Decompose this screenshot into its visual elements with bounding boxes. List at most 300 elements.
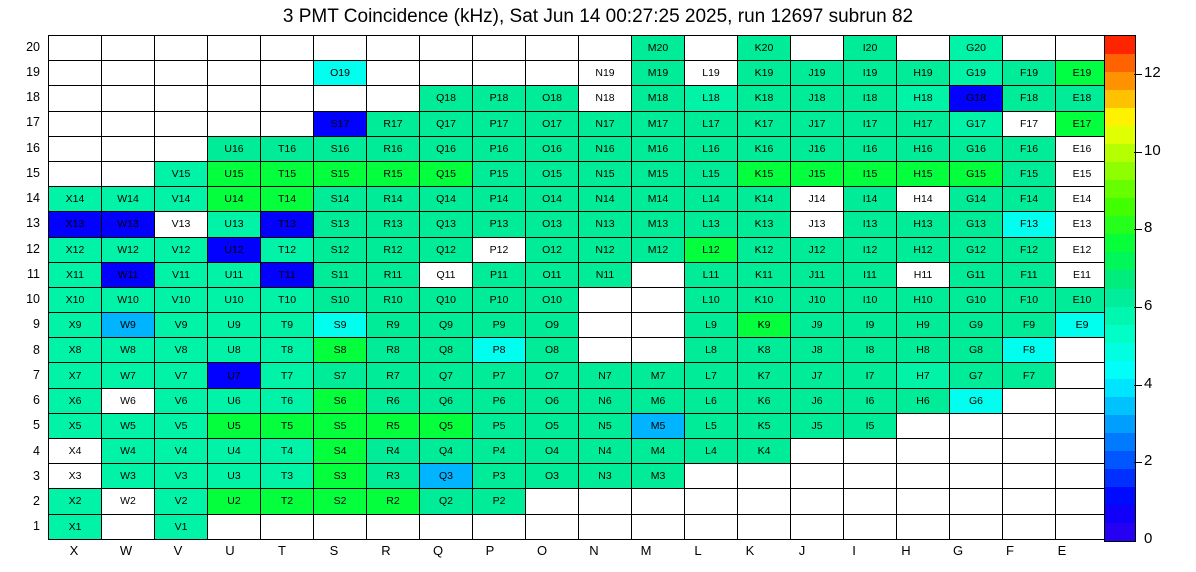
heatmap-cell: E13: [1056, 212, 1109, 237]
heatmap-cell: M13: [632, 212, 685, 237]
heatmap-cell: W3: [102, 464, 155, 489]
heatmap-cell-empty: [102, 36, 155, 61]
colorbar: [1104, 35, 1136, 542]
heatmap-cell: P10: [473, 287, 526, 312]
heatmap-cell: T3: [261, 464, 314, 489]
heatmap-cell: L11: [685, 262, 738, 287]
heatmap-cell: I20: [844, 36, 897, 61]
heatmap-cell: H10: [897, 287, 950, 312]
colorbar-tick-mark: [1134, 462, 1142, 463]
heatmap-cell: T12: [261, 237, 314, 262]
x-axis-tick-labels: [48, 543, 1088, 563]
heatmap-cell: F12: [1003, 237, 1056, 262]
x-tick-label: H: [901, 543, 911, 558]
heatmap-cell: M19: [632, 61, 685, 86]
heatmap-cell: I14: [844, 187, 897, 212]
heatmap-cell-empty: [102, 86, 155, 111]
heatmap-cell: J11: [791, 262, 844, 287]
heatmap-cell-empty: [1056, 338, 1109, 363]
heatmap-cell: I16: [844, 136, 897, 161]
heatmap-cell: Q5: [420, 413, 473, 438]
heatmap-cell: O19: [314, 61, 367, 86]
heatmap-cell: R13: [367, 212, 420, 237]
x-tick-label: F: [1006, 543, 1014, 558]
heatmap-cell: M6: [632, 388, 685, 413]
heatmap-cell: G20: [950, 36, 1003, 61]
y-tick-label: 4: [33, 443, 40, 458]
heatmap-cell: Q3: [420, 464, 473, 489]
heatmap-cell: G10: [950, 287, 1003, 312]
heatmap-cell: T6: [261, 388, 314, 413]
colorbar-band: [1105, 397, 1135, 415]
heatmap-row: [49, 363, 1109, 388]
heatmap-cell-empty: [49, 136, 102, 161]
heatmap-cell: X10: [49, 287, 102, 312]
heatmap-cell: R16: [367, 136, 420, 161]
heatmap-cell: T16: [261, 136, 314, 161]
heatmap-cell: R17: [367, 111, 420, 136]
heatmap-cell: V14: [155, 187, 208, 212]
heatmap-cell: F15: [1003, 161, 1056, 186]
heatmap-cell-empty: [950, 413, 1003, 438]
heatmap-cell: O13: [526, 212, 579, 237]
heatmap-cell: R7: [367, 363, 420, 388]
heatmap-cell: U5: [208, 413, 261, 438]
heatmap-cell: O5: [526, 413, 579, 438]
heatmap-cell-empty: [579, 287, 632, 312]
colorbar-band: [1105, 505, 1135, 523]
heatmap-cell: Q7: [420, 363, 473, 388]
heatmap-cell: N11: [579, 262, 632, 287]
heatmap-cell-empty: [261, 111, 314, 136]
x-tick-label: J: [798, 543, 806, 558]
x-tick-label: T: [278, 543, 286, 558]
heatmap-cell: L7: [685, 363, 738, 388]
heatmap-cell: K8: [738, 338, 791, 363]
colorbar-band: [1105, 325, 1135, 343]
heatmap-cell-empty: [367, 86, 420, 111]
heatmap-cell: S13: [314, 212, 367, 237]
heatmap-cell: O12: [526, 237, 579, 262]
y-tick-label: 19: [26, 64, 40, 79]
heatmap-cell: J19: [791, 61, 844, 86]
heatmap-cell: W5: [102, 413, 155, 438]
heatmap-cell: H16: [897, 136, 950, 161]
colorbar-tick-mark: [1134, 307, 1142, 308]
heatmap-cell: O6: [526, 388, 579, 413]
heatmap-cell: Q10: [420, 287, 473, 312]
heatmap-cell-empty: [1056, 363, 1109, 388]
heatmap-cell-empty: [208, 514, 261, 539]
heatmap-cell-empty: [1003, 439, 1056, 464]
heatmap-cell: R2: [367, 489, 420, 514]
heatmap-cell: I6: [844, 388, 897, 413]
heatmap-cell: S2: [314, 489, 367, 514]
heatmap-cell-empty: [314, 86, 367, 111]
heatmap-cell: M3: [632, 464, 685, 489]
heatmap-cell: N12: [579, 237, 632, 262]
colorbar-band: [1105, 433, 1135, 451]
heatmap-cell: V8: [155, 338, 208, 363]
colorbar-band: [1105, 469, 1135, 487]
heatmap-row: [49, 86, 1109, 111]
heatmap-cell: O3: [526, 464, 579, 489]
heatmap-cell-empty: [632, 313, 685, 338]
heatmap-cell: U14: [208, 187, 261, 212]
heatmap-cell: M15: [632, 161, 685, 186]
y-tick-label: 2: [33, 494, 40, 509]
heatmap-cell: T2: [261, 489, 314, 514]
heatmap-cell: L6: [685, 388, 738, 413]
heatmap-cell: F10: [1003, 287, 1056, 312]
heatmap-cell: V6: [155, 388, 208, 413]
x-tick-label: R: [381, 543, 391, 558]
heatmap-cell: Q16: [420, 136, 473, 161]
heatmap-cell: H17: [897, 111, 950, 136]
heatmap-cell: W9: [102, 313, 155, 338]
heatmap-cell: P16: [473, 136, 526, 161]
heatmap-cell: Q18: [420, 86, 473, 111]
heatmap-cell: M18: [632, 86, 685, 111]
heatmap-row: [49, 464, 1109, 489]
heatmap-cell-empty: [155, 111, 208, 136]
heatmap-cell: Q14: [420, 187, 473, 212]
colorbar-band: [1105, 379, 1135, 397]
heatmap-cell: X7: [49, 363, 102, 388]
heatmap-cell: I10: [844, 287, 897, 312]
heatmap-cell: M7: [632, 363, 685, 388]
heatmap-cell-empty: [950, 464, 1003, 489]
heatmap-cell: F13: [1003, 212, 1056, 237]
heatmap-cell: V5: [155, 413, 208, 438]
heatmap-cell: Q17: [420, 111, 473, 136]
heatmap-cell-empty: [1003, 489, 1056, 514]
heatmap-cell: O18: [526, 86, 579, 111]
colorbar-tick-label: 0: [1144, 530, 1153, 547]
heatmap-cell: N18: [579, 86, 632, 111]
heatmap-cell-empty: [1003, 464, 1056, 489]
heatmap-cell: L18: [685, 86, 738, 111]
heatmap-cell: X11: [49, 262, 102, 287]
heatmap-cell: V10: [155, 287, 208, 312]
heatmap-cell: S17: [314, 111, 367, 136]
heatmap-cell: M17: [632, 111, 685, 136]
heatmap-cell-empty: [950, 489, 1003, 514]
heatmap-cell: R10: [367, 287, 420, 312]
heatmap-cell: V3: [155, 464, 208, 489]
heatmap-cell: J13: [791, 212, 844, 237]
colorbar-tick-label: 10: [1144, 141, 1161, 159]
heatmap-cell: N17: [579, 111, 632, 136]
heatmap-row: [49, 161, 1109, 186]
heatmap-cell: F11: [1003, 262, 1056, 287]
heatmap-cell-empty: [526, 514, 579, 539]
heatmap-cell: U16: [208, 136, 261, 161]
heatmap-cell-empty: [632, 338, 685, 363]
heatmap-cell: S15: [314, 161, 367, 186]
heatmap-cell: H8: [897, 338, 950, 363]
heatmap-cell-empty: [208, 111, 261, 136]
heatmap-cell: K12: [738, 237, 791, 262]
heatmap-cell-empty: [844, 514, 897, 539]
heatmap-cell: R9: [367, 313, 420, 338]
heatmap-cell: H9: [897, 313, 950, 338]
heatmap-cell: H13: [897, 212, 950, 237]
heatmap-cell: W2: [102, 489, 155, 514]
heatmap-row: [49, 237, 1109, 262]
heatmap-cell: I18: [844, 86, 897, 111]
heatmap-cell-empty: [579, 338, 632, 363]
heatmap-cell: E10: [1056, 287, 1109, 312]
heatmap-cell-empty: [579, 313, 632, 338]
heatmap-cell: P8: [473, 338, 526, 363]
heatmap-cell-empty: [738, 464, 791, 489]
x-tick-label: I: [852, 543, 856, 558]
heatmap-cell: V11: [155, 262, 208, 287]
heatmap-cell: M16: [632, 136, 685, 161]
heatmap-cell: R5: [367, 413, 420, 438]
heatmap-cell-empty: [367, 36, 420, 61]
heatmap-cell: K10: [738, 287, 791, 312]
heatmap-grid: [48, 35, 1092, 540]
heatmap-cell: F8: [1003, 338, 1056, 363]
heatmap-cell: H18: [897, 86, 950, 111]
heatmap-cell: W11: [102, 262, 155, 287]
heatmap-cell: W6: [102, 388, 155, 413]
colorbar-tick-mark: [1134, 152, 1142, 153]
heatmap-cell-empty: [155, 61, 208, 86]
heatmap-cell: Q9: [420, 313, 473, 338]
heatmap-cell: G9: [950, 313, 1003, 338]
heatmap-cell: O16: [526, 136, 579, 161]
heatmap-cell: U4: [208, 439, 261, 464]
heatmap-cell: X1: [49, 514, 102, 539]
heatmap-cell: W13: [102, 212, 155, 237]
heatmap-cell: U13: [208, 212, 261, 237]
heatmap-cell: L16: [685, 136, 738, 161]
heatmap-cell: R14: [367, 187, 420, 212]
heatmap-cell-empty: [1056, 464, 1109, 489]
x-tick-label: U: [225, 543, 235, 558]
heatmap-cell: P9: [473, 313, 526, 338]
heatmap-cell: U9: [208, 313, 261, 338]
heatmap-cell: I19: [844, 61, 897, 86]
y-tick-label: 17: [26, 115, 40, 130]
heatmap-cell: L8: [685, 338, 738, 363]
heatmap-cell: K17: [738, 111, 791, 136]
colorbar-band: [1105, 180, 1135, 198]
heatmap-row: [49, 212, 1109, 237]
heatmap-cell-empty: [473, 36, 526, 61]
heatmap-cell: X13: [49, 212, 102, 237]
heatmap-cell: N7: [579, 363, 632, 388]
heatmap-cell: S4: [314, 439, 367, 464]
heatmap-cell-empty: [738, 489, 791, 514]
heatmap-cell: E9: [1056, 313, 1109, 338]
heatmap-cell-empty: [420, 61, 473, 86]
heatmap-cell: X6: [49, 388, 102, 413]
heatmap-cell: I17: [844, 111, 897, 136]
heatmap-cell-empty: [685, 464, 738, 489]
heatmap-cell: F16: [1003, 136, 1056, 161]
heatmap-row: [49, 514, 1109, 539]
heatmap-cell: T10: [261, 287, 314, 312]
heatmap-cell: Q15: [420, 161, 473, 186]
heatmap-cell: U15: [208, 161, 261, 186]
heatmap-cell: G8: [950, 338, 1003, 363]
heatmap-cell: I9: [844, 313, 897, 338]
heatmap-cell-empty: [950, 439, 1003, 464]
heatmap-cell: N15: [579, 161, 632, 186]
colorbar-band: [1105, 36, 1135, 54]
heatmap-cell: H11: [897, 262, 950, 287]
heatmap-cell: H15: [897, 161, 950, 186]
heatmap-cell: X2: [49, 489, 102, 514]
heatmap-cell-empty: [420, 36, 473, 61]
heatmap-cell: X8: [49, 338, 102, 363]
heatmap-cell-empty: [897, 439, 950, 464]
heatmap-cell-empty: [950, 514, 1003, 539]
colorbar-tick-labels: [1134, 35, 1194, 547]
heatmap-cell: P13: [473, 212, 526, 237]
heatmap-cell: O4: [526, 439, 579, 464]
heatmap-cell-empty: [102, 161, 155, 186]
x-tick-label: V: [173, 543, 183, 558]
heatmap-cell: S8: [314, 338, 367, 363]
heatmap-cell-empty: [844, 439, 897, 464]
heatmap-cell-empty: [1003, 36, 1056, 61]
heatmap-cell: X5: [49, 413, 102, 438]
colorbar-tick-mark: [1134, 229, 1142, 230]
heatmap-cell-empty: [102, 514, 155, 539]
heatmap-cell-empty: [1003, 388, 1056, 413]
heatmap-cell: X14: [49, 187, 102, 212]
heatmap-row: [49, 111, 1109, 136]
heatmap-cell: P6: [473, 388, 526, 413]
heatmap-cell: J6: [791, 388, 844, 413]
y-tick-label: 3: [33, 468, 40, 483]
heatmap-cell: V12: [155, 237, 208, 262]
heatmap-cell-empty: [844, 489, 897, 514]
heatmap-cell: Q13: [420, 212, 473, 237]
heatmap-cell-empty: [367, 61, 420, 86]
x-tick-label: M: [640, 543, 652, 558]
y-tick-label: 7: [33, 367, 40, 382]
x-tick-label: W: [119, 543, 133, 558]
heatmap-cell-empty: [208, 36, 261, 61]
heatmap-cell: O7: [526, 363, 579, 388]
heatmap-cell: P14: [473, 187, 526, 212]
heatmap-cell: E18: [1056, 86, 1109, 111]
heatmap-cell: K18: [738, 86, 791, 111]
heatmap-cell: K16: [738, 136, 791, 161]
heatmap-cell: O15: [526, 161, 579, 186]
heatmap-cell: V2: [155, 489, 208, 514]
heatmap-cell: J10: [791, 287, 844, 312]
y-axis-tick-labels: [0, 35, 44, 540]
heatmap-cell: G15: [950, 161, 1003, 186]
heatmap-cell-empty: [49, 86, 102, 111]
heatmap-cell: O9: [526, 313, 579, 338]
heatmap-cell: P15: [473, 161, 526, 186]
heatmap-cell-empty: [791, 489, 844, 514]
heatmap-cell: I8: [844, 338, 897, 363]
heatmap-cell: E19: [1056, 61, 1109, 86]
colorbar-band: [1105, 451, 1135, 469]
heatmap-cell: T11: [261, 262, 314, 287]
heatmap-cell: O10: [526, 287, 579, 312]
heatmap-cell: M12: [632, 237, 685, 262]
heatmap-cell-empty: [1003, 413, 1056, 438]
heatmap-cell-empty: [102, 61, 155, 86]
heatmap-cell: G14: [950, 187, 1003, 212]
heatmap-cell: H19: [897, 61, 950, 86]
heatmap-cell: M4: [632, 439, 685, 464]
y-tick-label: 14: [26, 191, 40, 206]
colorbar-band: [1105, 361, 1135, 379]
heatmap-cell: T7: [261, 363, 314, 388]
heatmap-cell-empty: [155, 86, 208, 111]
heatmap-row: [49, 262, 1109, 287]
heatmap-cell: K15: [738, 161, 791, 186]
heatmap-cell: U11: [208, 262, 261, 287]
heatmap-cell: S5: [314, 413, 367, 438]
heatmap-cell: Q12: [420, 237, 473, 262]
heatmap-cell: U10: [208, 287, 261, 312]
heatmap-cell-empty: [314, 514, 367, 539]
heatmap-cell: W7: [102, 363, 155, 388]
x-tick-label: L: [694, 543, 702, 558]
colorbar-tick-label: 6: [1144, 296, 1153, 314]
heatmap-cell: U6: [208, 388, 261, 413]
y-tick-label: 16: [26, 140, 40, 155]
heatmap-cell: S6: [314, 388, 367, 413]
colorbar-band: [1105, 162, 1135, 180]
y-tick-label: 5: [33, 418, 40, 433]
heatmap-cell: M5: [632, 413, 685, 438]
heatmap-cell: V9: [155, 313, 208, 338]
heatmap-cell: G13: [950, 212, 1003, 237]
heatmap-cell-empty: [579, 514, 632, 539]
colorbar-band: [1105, 198, 1135, 216]
heatmap-cell: J17: [791, 111, 844, 136]
heatmap-cell: T13: [261, 212, 314, 237]
heatmap-cell: U8: [208, 338, 261, 363]
chart-title: 3 PMT Coincidence (kHz), Sat Jun 14 00:27:25 2025, run 12697 subrun 82: [282, 6, 914, 27]
heatmap-cell: Q8: [420, 338, 473, 363]
heatmap-cell: L5: [685, 413, 738, 438]
heatmap-cell-empty: [791, 464, 844, 489]
heatmap-cell: I15: [844, 161, 897, 186]
heatmap-cell: W14: [102, 187, 155, 212]
heatmap-cell: R12: [367, 237, 420, 262]
heatmap-cell: H12: [897, 237, 950, 262]
heatmap-cell: O11: [526, 262, 579, 287]
y-tick-label: 6: [33, 393, 40, 408]
heatmap-cell-empty: [632, 287, 685, 312]
heatmap-cell-empty: [844, 464, 897, 489]
y-tick-label: 9: [33, 317, 40, 332]
heatmap-cell: G17: [950, 111, 1003, 136]
heatmap-cell: R15: [367, 161, 420, 186]
heatmap-cell: N19: [579, 61, 632, 86]
heatmap-cell: W8: [102, 338, 155, 363]
y-tick-label: 8: [33, 342, 40, 357]
heatmap-row: [49, 287, 1109, 312]
heatmap-cell: U7: [208, 363, 261, 388]
y-tick-label: 12: [26, 241, 40, 256]
heatmap-row: [49, 61, 1109, 86]
